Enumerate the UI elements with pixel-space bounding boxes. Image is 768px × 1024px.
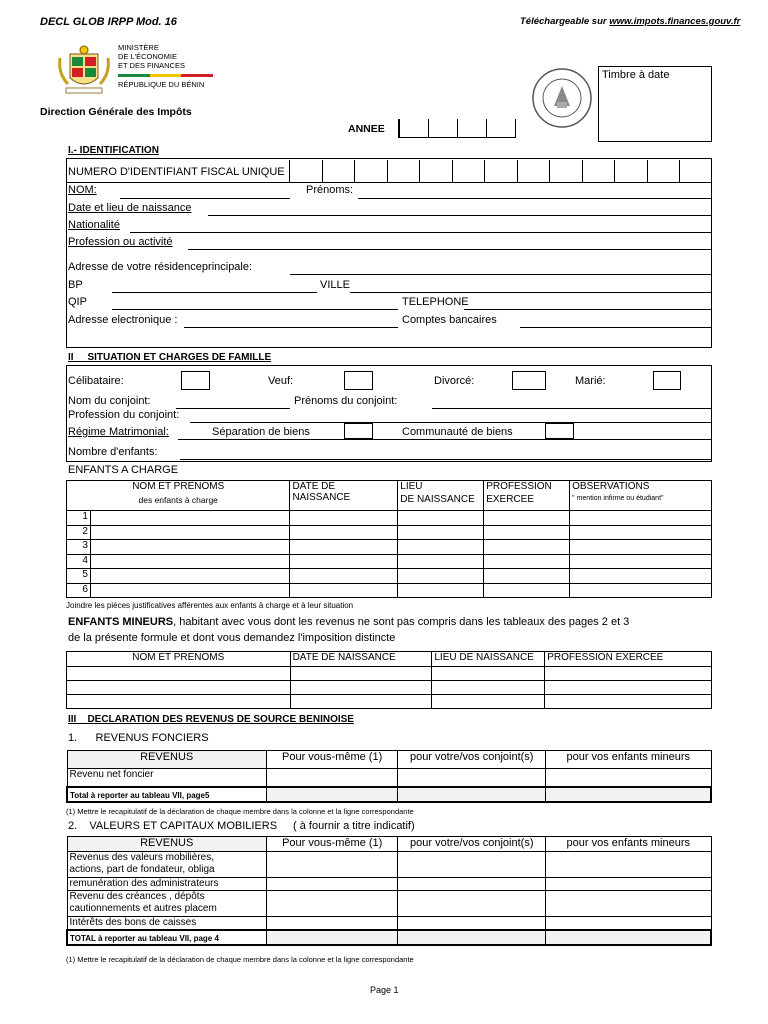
children-col-observations-b: " mention infirme ou étudiant" [572, 495, 664, 502]
table-cell[interactable] [266, 891, 398, 917]
table-row [67, 891, 711, 917]
table-cell[interactable] [398, 569, 484, 584]
table-cell[interactable] [570, 540, 712, 555]
sub2-title: 2. VALEURS ET CAPITAUX MOBILIERS [68, 820, 278, 832]
row-number: 3 [67, 540, 91, 555]
year-label: ANNEE [348, 123, 385, 135]
join-note: Joindre les pièces justificatives afférentes aux enfants à charge et à leur situation [66, 601, 354, 610]
divorced-checkbox[interactable] [512, 371, 546, 390]
minors-col-date: DATE DE NAISSANCE [290, 652, 432, 667]
col-children: pour vos enfants mineurs [546, 837, 711, 852]
minors-text-line1 [68, 616, 629, 628]
children-col-profession [484, 481, 570, 511]
row-number: 6 [67, 583, 91, 598]
table-cell[interactable] [546, 917, 711, 931]
divorced-label: Divorcé: [434, 375, 475, 387]
table-cell[interactable] [290, 554, 398, 569]
nationality-field[interactable] [130, 232, 712, 233]
email-field[interactable] [184, 327, 398, 328]
children-col-name [67, 481, 290, 511]
dgi-seal [530, 66, 594, 130]
col-self: Pour vous-même (1) [266, 837, 398, 852]
land-income-table [66, 750, 712, 803]
community-label: Communauté de biens [402, 426, 513, 438]
children-col-profession-a: PROFESSION [486, 481, 552, 492]
table-row [67, 769, 711, 787]
col-self: Pour vous-même (1) [266, 751, 398, 769]
table-cell[interactable] [266, 917, 398, 931]
table-cell[interactable] [570, 525, 712, 540]
table-cell[interactable] [432, 681, 545, 695]
separation-label: Séparation de biens [212, 426, 310, 438]
ministry-line3: ET DES FINANCES [118, 61, 185, 70]
nom-label: NOM: [68, 184, 97, 196]
table-cell[interactable] [290, 667, 432, 681]
table-cell[interactable] [290, 511, 398, 526]
table-cell[interactable] [432, 667, 545, 681]
minors-text2: de la présente formule et dont vous demandez l'imposition distincte [68, 632, 396, 644]
table-cell[interactable] [484, 554, 570, 569]
download-link[interactable]: www.impots.finances.gouv.fr [609, 16, 741, 27]
minors-table [66, 651, 712, 709]
spouse-first-field[interactable] [432, 408, 712, 409]
table-cell[interactable] [484, 511, 570, 526]
table-cell[interactable] [266, 930, 398, 945]
table-cell[interactable] [90, 554, 289, 569]
table-cell[interactable] [398, 583, 484, 598]
dependents-title: ENFANTS A CHARGE [68, 464, 179, 476]
table-cell[interactable] [398, 769, 546, 787]
form-code: DECL GLOB IRPP Mod. 16 [40, 16, 177, 28]
profession-field[interactable] [188, 249, 712, 250]
download-prefix: Téléchargeable sur [520, 16, 610, 27]
community-checkbox[interactable] [545, 423, 574, 439]
children-col-name-b: des enfants à charge [138, 495, 218, 505]
securities-total-row [67, 930, 711, 945]
row-number: 1 [67, 511, 91, 526]
table-cell[interactable] [570, 554, 712, 569]
section2-title: II SITUATION ET CHARGES DE FAMILLE [68, 352, 272, 363]
city-label: VILLE [320, 279, 350, 291]
table-row [67, 878, 711, 891]
table-cell[interactable] [67, 695, 291, 709]
download-note [520, 16, 740, 27]
table-row [67, 554, 712, 569]
minors-col-profession: PROFESSION EXERCEE [545, 652, 712, 667]
income-row-label: Revenu des créances , dépôts cautionnements et autres placem [67, 891, 266, 917]
table-cell[interactable] [398, 787, 546, 802]
minors-text1: , habitant avec vous dont les revenus ne sont pas compris dans les tableaux des pages 2 et 3 [173, 616, 630, 628]
profession-label: Profession ou activité [68, 236, 173, 248]
table-cell[interactable] [545, 681, 712, 695]
income-row-label: Intérêts des bons de caisses [67, 917, 266, 931]
ministry-line2: DE L'ÉCONOMIE [118, 52, 177, 61]
table-cell[interactable] [398, 511, 484, 526]
single-checkbox[interactable] [181, 371, 210, 390]
table-cell[interactable] [545, 695, 712, 709]
bp-label: BP [68, 279, 83, 291]
table-cell[interactable] [570, 569, 712, 584]
table-cell[interactable] [398, 554, 484, 569]
table-cell[interactable] [290, 583, 398, 598]
col-spouse: pour votre/vos conjoint(s) [398, 751, 546, 769]
prenoms-label: Prénoms: [306, 184, 354, 196]
table-cell[interactable] [570, 583, 712, 598]
minors-col-place: LIEU DE NAISSANCE [432, 652, 545, 667]
table-cell[interactable] [546, 930, 711, 945]
coat-of-arms-logo [56, 44, 112, 96]
land-total-label: Total à reporter au tableau VII, page5 [67, 787, 266, 802]
email-label: Adresse electronique : [68, 314, 178, 326]
table-cell[interactable] [266, 878, 398, 891]
republic-label: RÉPUBLIQUE DU BÉNIN [118, 80, 205, 89]
col-children: pour vos enfants mineurs [546, 751, 712, 769]
table-cell[interactable] [546, 891, 711, 917]
children-count-label: Nombre d'enfants: [68, 446, 158, 458]
regime-label: Régime Matrimonial: [68, 426, 169, 438]
table-row [67, 695, 712, 709]
sub1-title: 1. REVENUS FONCIERS [68, 732, 209, 744]
children-table [66, 480, 712, 598]
children-col-observations [570, 481, 712, 511]
table-cell[interactable] [398, 852, 546, 878]
table-cell[interactable] [484, 540, 570, 555]
sub2-note: ( à fournir a titre indicatif) [293, 820, 415, 832]
table-cell[interactable] [484, 583, 570, 598]
table-row [67, 540, 712, 555]
children-col-place-b: DE NAISSANCE [400, 494, 475, 505]
widowed-checkbox[interactable] [344, 371, 373, 390]
nif-label: NUMERO D'IDENTIFIANT FISCAL UNIQUE [68, 166, 285, 178]
table-cell[interactable] [90, 525, 289, 540]
children-count-field[interactable] [180, 459, 712, 460]
table-cell[interactable] [90, 540, 289, 555]
income-row-label: remunération des administrateurs [67, 878, 266, 891]
table-cell[interactable] [67, 667, 291, 681]
qip-field[interactable] [112, 309, 398, 310]
address-field[interactable] [290, 274, 712, 275]
children-col-profession-b: EXERCEE [486, 494, 534, 505]
children-col-name-a: NOM ET PRENOMS [132, 481, 225, 492]
prenoms-field[interactable] [358, 198, 712, 199]
table-cell[interactable] [90, 511, 289, 526]
nationality-label: Nationalité [68, 219, 120, 231]
widowed-label: Veuf: [268, 375, 294, 387]
direction-label: Direction Générale des Impôts [40, 106, 192, 118]
col-revenus: REVENUS [67, 837, 266, 852]
bp-field[interactable] [112, 292, 317, 293]
table-cell[interactable] [67, 681, 291, 695]
spouse-profession-label: Profession du conjoint: [68, 409, 180, 421]
birth-label: Date et lieu de naissance [68, 202, 192, 214]
nom-field[interactable] [120, 198, 290, 199]
table-cell[interactable] [546, 852, 711, 878]
row-number: 2 [67, 525, 91, 540]
securities-total-label: TOTAL à reporter au tableau VII, page 4 [67, 930, 266, 945]
table-cell[interactable] [290, 681, 432, 695]
col-revenus: REVENUS [67, 751, 266, 769]
ministry-block [118, 43, 185, 70]
table-cell[interactable] [398, 917, 546, 931]
table-cell[interactable] [432, 695, 545, 709]
row-number: 5 [67, 569, 91, 584]
income-row-label: Revenus des valeurs mobilières, actions, part de fondateur, obliga [67, 852, 266, 878]
table-cell[interactable] [484, 569, 570, 584]
married-label: Marié: [575, 375, 606, 387]
land-total-row [67, 787, 711, 802]
section3-title: III DECLARATION DES REVENUS DE SOURCE BENINOISE [68, 714, 354, 725]
table-cell[interactable] [398, 525, 484, 540]
table-cell[interactable] [570, 511, 712, 526]
bank-label: Comptes bancaires [402, 314, 497, 326]
table-cell[interactable] [398, 891, 546, 917]
married-checkbox[interactable] [653, 371, 681, 390]
table-cell[interactable] [398, 930, 546, 945]
city-field[interactable] [350, 292, 712, 293]
table-cell[interactable] [545, 667, 712, 681]
children-col-place [398, 481, 484, 511]
minors-lead: ENFANTS MINEURS [68, 616, 174, 628]
children-col-place-a: LIEU [400, 481, 423, 492]
securities-income-table [66, 836, 712, 946]
address-label: Adresse de votre résidenceprincipale: [68, 261, 253, 273]
income-row-label: Revenu net foncier [67, 769, 266, 787]
table-cell[interactable] [398, 878, 546, 891]
phone-field[interactable] [464, 309, 712, 310]
table-row [67, 569, 712, 584]
spouse-name-field[interactable] [176, 408, 290, 409]
table-cell[interactable] [290, 569, 398, 584]
section1-title: I.- IDENTIFICATION [68, 145, 159, 156]
table-row [67, 681, 712, 695]
table-cell[interactable] [90, 583, 289, 598]
children-col-observations-a: OBSERVATIONS [572, 481, 650, 492]
footnote-1: (1) Mettre le recapitulatif de la déclaration de chaque membre dans la colonne et la ligne correspondante [66, 807, 414, 816]
year-boxes[interactable] [398, 119, 516, 138]
table-cell[interactable] [290, 540, 398, 555]
table-row [67, 525, 712, 540]
qip-label: QIP [68, 296, 87, 308]
spouse-first-label: Prénoms du conjoint: [294, 395, 398, 407]
flag-stripe [118, 74, 213, 77]
stamp-box[interactable] [598, 66, 712, 142]
table-row [67, 667, 712, 681]
table-row [67, 511, 712, 526]
table-cell[interactable] [546, 787, 712, 802]
table-row [67, 852, 711, 878]
single-label: Célibataire: [68, 375, 124, 387]
birth-field[interactable] [208, 215, 712, 216]
table-cell[interactable] [90, 569, 289, 584]
table-cell[interactable] [266, 787, 398, 802]
table-cell[interactable] [546, 878, 711, 891]
table-row [67, 917, 711, 931]
table-cell[interactable] [290, 525, 398, 540]
children-col-date: DATE DE NAISSANCE [290, 481, 398, 511]
separation-checkbox[interactable] [344, 423, 373, 439]
table-cell[interactable] [398, 540, 484, 555]
table-cell[interactable] [266, 769, 398, 787]
bank-field[interactable] [520, 327, 712, 328]
row-number: 4 [67, 554, 91, 569]
table-cell[interactable] [484, 525, 570, 540]
nif-boxes[interactable] [289, 160, 712, 182]
stamp-label: Timbre à date [602, 69, 670, 81]
spouse-name-label: Nom du conjoint: [68, 395, 151, 407]
table-cell[interactable] [266, 852, 398, 878]
col-spouse: pour votre/vos conjoint(s) [398, 837, 546, 852]
footnote-2: (1) Mettre le recapitulatif de la déclaration de chaque membre dans la colonne et la ligne correspondante [66, 955, 414, 964]
spouse-profession-field[interactable] [190, 422, 712, 423]
ministry-line1: MINISTÈRE [118, 43, 159, 52]
minors-col-name: NOM ET PRENOMS [67, 652, 291, 667]
table-cell[interactable] [546, 769, 712, 787]
page-number: Page 1 [370, 985, 399, 995]
table-cell[interactable] [290, 695, 432, 709]
phone-label: TELEPHONE [402, 296, 469, 308]
table-row [67, 583, 712, 598]
